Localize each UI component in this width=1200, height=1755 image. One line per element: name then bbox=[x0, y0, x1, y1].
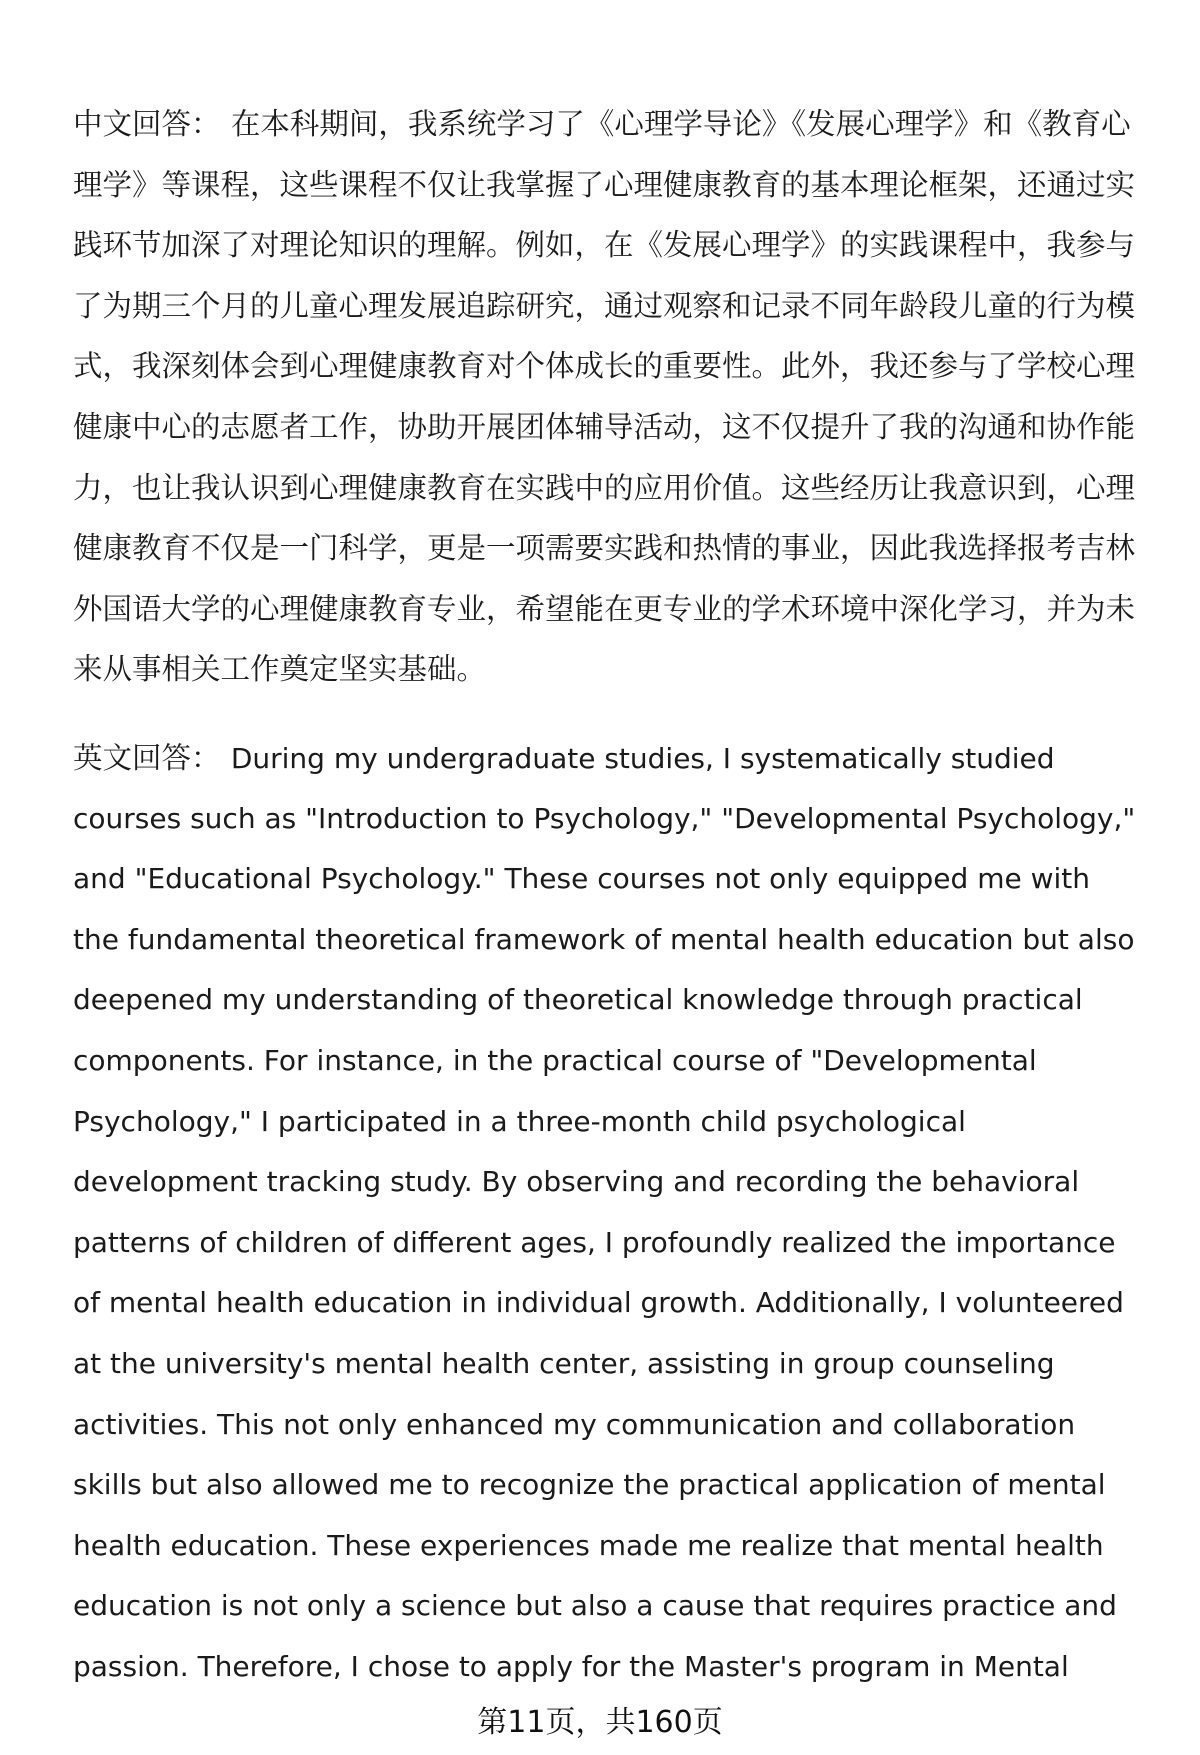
chinese-answer-paragraph bbox=[73, 94, 1183, 700]
paragraph-line: 理学》等课程，这些课程不仅让我掌握了心理健康教育的基本理论框架，还通过实 bbox=[73, 167, 1136, 202]
paragraph-line: development tracking study. By observing and recording the behavioral bbox=[73, 1165, 1080, 1199]
paragraph-line: courses such as "Introduction to Psychology," "Developmental Psychology," bbox=[73, 801, 1136, 835]
paragraph-line: 健康教育不仅是一门科学，更是一项需要实践和热情的事业，因此我选择报考吉林 bbox=[73, 531, 1136, 566]
paragraph-line: passion. Therefore, I chose to apply for the Master's program in Mental bbox=[73, 1649, 1069, 1683]
paragraph-line: 健康中心的志愿者工作，协助开展团体辅导活动，这不仅提升了我的沟通和协作能 bbox=[73, 409, 1136, 444]
chinese-answer-label: 中文回答： bbox=[73, 107, 221, 141]
paragraph-line: of mental health education in individual growth. Additionally, I volunteered bbox=[73, 1286, 1124, 1320]
paragraph-line: 力，也让我认识到心理健康教育在实践中的应用价值。这些经历让我意识到，心理 bbox=[73, 470, 1136, 505]
paragraph-line: 式，我深刻体会到心理健康教育对个体成长的重要性。此外，我还参与了学校心理 bbox=[73, 349, 1136, 384]
english-answer-paragraph bbox=[73, 728, 1183, 1698]
line-text: 在本科期间，我系统学习了《心理学导论》《发展心理学》和《教育心 bbox=[230, 107, 1131, 141]
paragraph-line: Psychology," I participated in a three-month child psychological bbox=[73, 1104, 966, 1138]
paragraph-line: health education. These experiences made me realize that mental health bbox=[73, 1528, 1104, 1562]
paragraph-line: 了为期三个月的儿童心理发展追踪研究，通过观察和记录不同年龄段儿童的行为模 bbox=[73, 288, 1136, 323]
paragraph-line: deepened my understanding of theoretical knowledge through practical bbox=[73, 983, 1083, 1017]
paragraph-line bbox=[73, 94, 1183, 155]
paragraph-line bbox=[73, 728, 1183, 789]
paragraph-line: 来从事相关工作奠定坚实基础。 bbox=[73, 652, 487, 687]
paragraph-line: patterns of children of different ages, I profoundly realized the importance bbox=[73, 1225, 1116, 1259]
paragraph-line: the fundamental theoretical framework of mental health education but also bbox=[73, 922, 1135, 956]
paragraph-line: skills but also allowed me to recognize the practical application of mental bbox=[73, 1468, 1106, 1502]
paragraph-line: education is not only a science but also a cause that requires practice and bbox=[73, 1589, 1117, 1623]
paragraph-line: 践环节加深了对理论知识的理解。例如，在《发展心理学》的实践课程中，我参与 bbox=[73, 228, 1136, 263]
paragraph-line: components. For instance, in the practical course of "Developmental bbox=[73, 1043, 1037, 1077]
paragraph-line: and "Educational Psychology." These courses not only equipped me with bbox=[73, 862, 1090, 896]
paragraph-line: activities. This not only enhanced my communication and collaboration bbox=[73, 1407, 1076, 1441]
paragraph-line: 外国语大学的心理健康教育专业，希望能在更专业的学术环境中深化学习，并为未 bbox=[73, 591, 1136, 626]
page-number-footer: 第11页，共160页 bbox=[477, 1705, 723, 1740]
english-answer-label: 英文回答： bbox=[73, 741, 221, 775]
paragraph-line: at the university's mental health center, assisting in group counseling bbox=[73, 1346, 1055, 1380]
line-text: During my undergraduate studies, I systematically studied bbox=[230, 742, 1055, 775]
